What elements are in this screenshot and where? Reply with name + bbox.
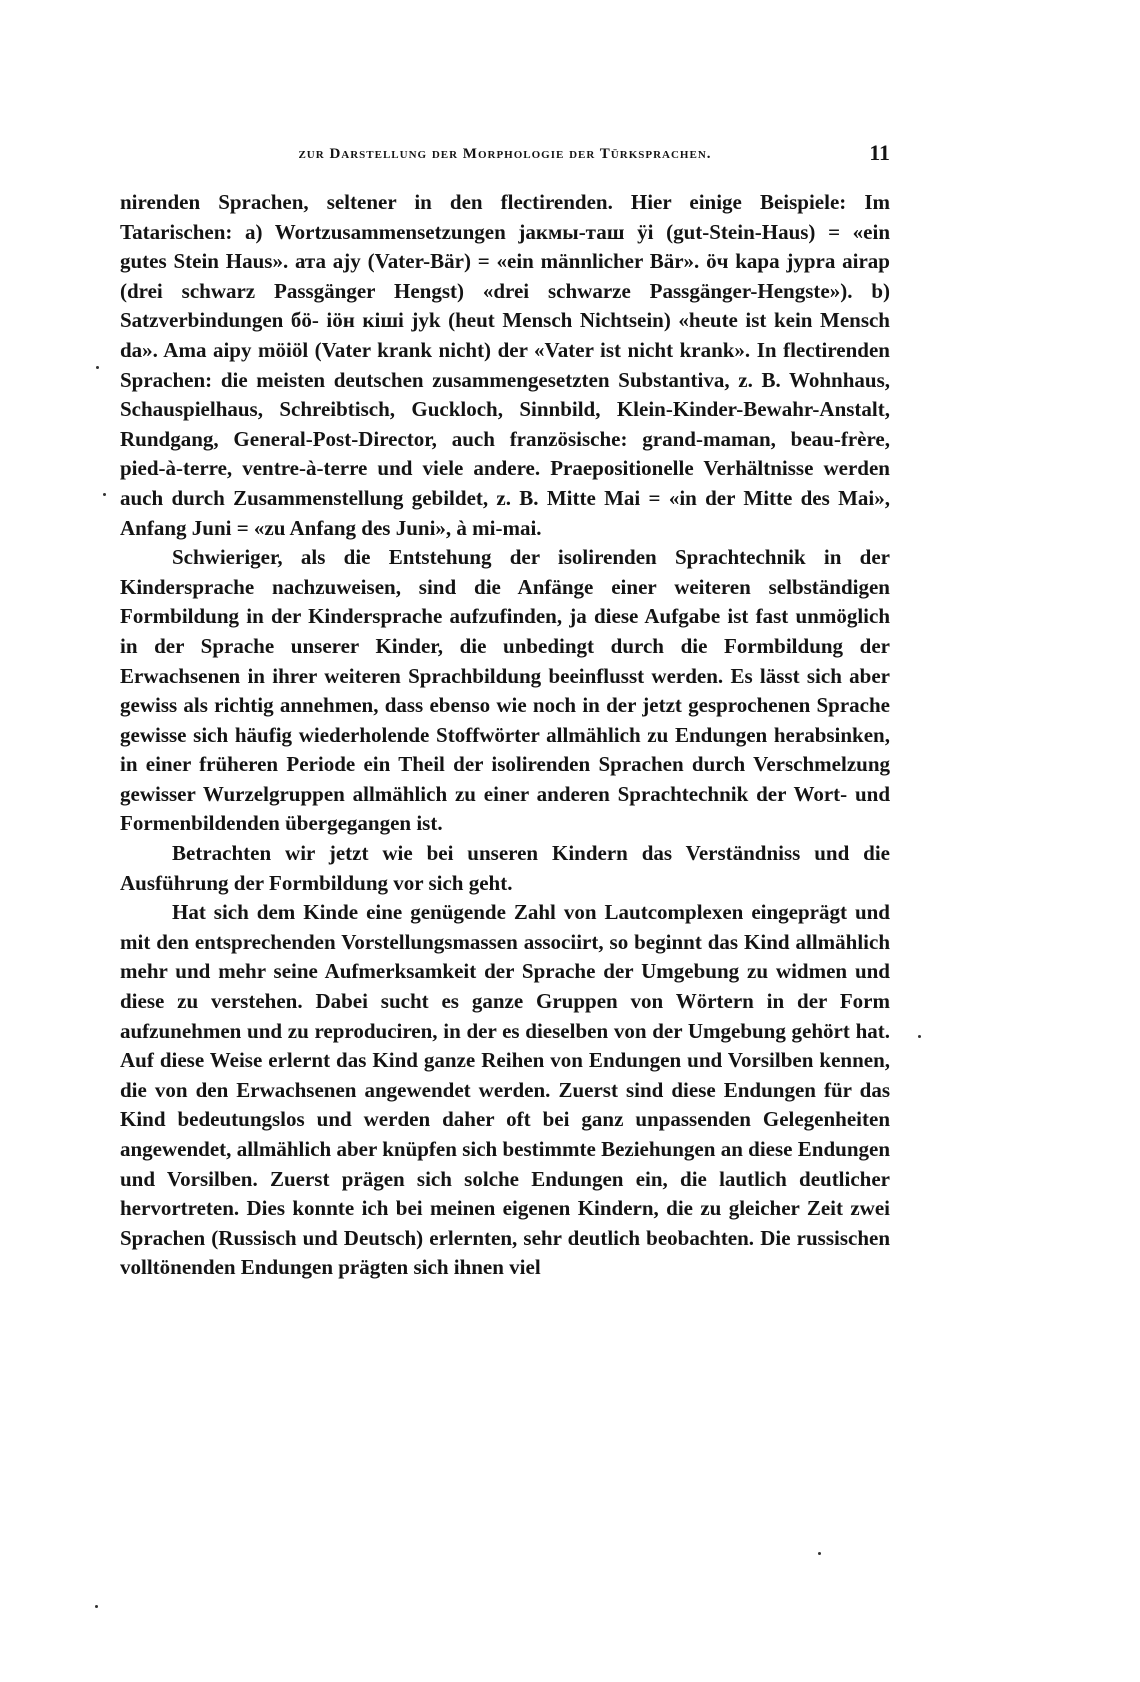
body-text	[120, 188, 890, 1283]
scan-speck	[818, 1552, 821, 1555]
paragraph-4: Hat sich dem Kinde eine genügende Zahl von Lautcomplexen eingeprägt und mit den entsprechenden Vorstellungsmassen associirt, so beginnt das Kind allmählich mehr und mehr seine Aufmerksamkeit der Sprache der Umgebung zu widmen und diese zu verstehen. Dabei sucht es ganze Gruppen von Wörtern in der Form aufzunehmen und zu reproduciren, in der es dieselben von der Umgebung gehört hat. Auf diese Weise erlernt das Kind ganze Reihen von Endungen und Vorsilben kennen, die von den Erwachsenen angewendet werden. Zuerst sind diese Endungen für das Kind bedeutungslos und werden daher oft bei ganz unpassenden Gelegenheiten angewendet, allmählich aber knüpfen sich bestimmte Beziehungen an diese Endungen und Vorsilben. Zuerst prägen sich solche Endungen ein, die lautlich deutlicher hervortreten. Dies konnte ich bei meinen eigenen Kindern, die zu gleicher Zeit zwei Sprachen (Russisch und Deutsch) erlernten, sehr deutlich beobachten. Die russischen volltönenden Endungen prägten sich ihnen viel	[120, 900, 890, 1280]
page-number: 11	[869, 140, 890, 165]
scan-speck	[95, 1605, 98, 1608]
paragraph-1: nirenden Sprachen, seltener in den flectirenden. Hier einige Beispiele: Im Tatarischen: a) Wortzusammensetzungen jакмы-таш ÿi (gut-Stein-Haus) = «ein gutes Stein Haus». ата ajy (Vater-Bär) = «ein männlicher Bär». öч kapa jypra airap (drei schwarz Passgänger Hengst) «drei schwarze Passgänger-Hengste»). b) Satzverbindungen бö- iöн кiшi jyk (heut Mensch Nichtsein) «heute ist kein Mensch da». Ama аipy möiöl (Vater krank nicht) der «Vater ist nicht krank». In flectirenden Sprachen: die meisten deutschen zusammengesetzten Substantiva, z. B. Wohnhaus, Schauspielhaus, Schreibtisch, Guckloch, Sinnbild, Klein-Kinder-Bewahr-Anstalt, Rundgang, General-Post-Director, auch französische: grand-maman, beau-frère, pied-à-terre, ventre-à-terre und viele andere. Praepositionelle Verhältnisse werden auch durch Zusammenstellung gebildet, z. B. Mitte Mai = «in der Mitte des Mai», Anfang Juni = «zu Anfang des Juni», à mi-mai.	[120, 190, 890, 540]
scan-speck	[96, 366, 99, 369]
scan-speck	[103, 493, 106, 496]
paragraph-3: Betrachten wir jetzt wie bei unseren Kindern das Verständniss und die Ausführung der Formbildung vor sich geht.	[120, 841, 890, 895]
scan-speck	[918, 1035, 921, 1038]
running-header	[120, 140, 890, 170]
running-title: zur Darstellung der Morphologie der Türksprachen.	[298, 146, 712, 162]
paragraph-2: Schwieriger, als die Entstehung der isolirenden Sprachtechnik in der Kindersprache nachzuweisen, sind die Anfänge einer weiteren selbständigen Formbildung in der Kindersprache aufzufinden, ja diese Aufgabe ist fast unmöglich in der Sprache unserer Kinder, die unbedingt durch die Formbildung der Erwachsenen in ihrer weiteren Sprachbildung beeinflusst werden. Es lässt sich aber gewiss als richtig annehmen, dass ebenso wie noch in der jetzt gesprochenen Sprache gewisse sich häufig wiederholende Stoffwörter allmählich zu Endungen herabsinken, in einer früheren Periode ein Theil der isolirenden Sprachen durch Verschmelzung gewisser Wurzelgruppen allmählich zu einer anderen Sprachtechnik der Wort- und Formenbildenden übergegangen ist.	[120, 545, 890, 836]
